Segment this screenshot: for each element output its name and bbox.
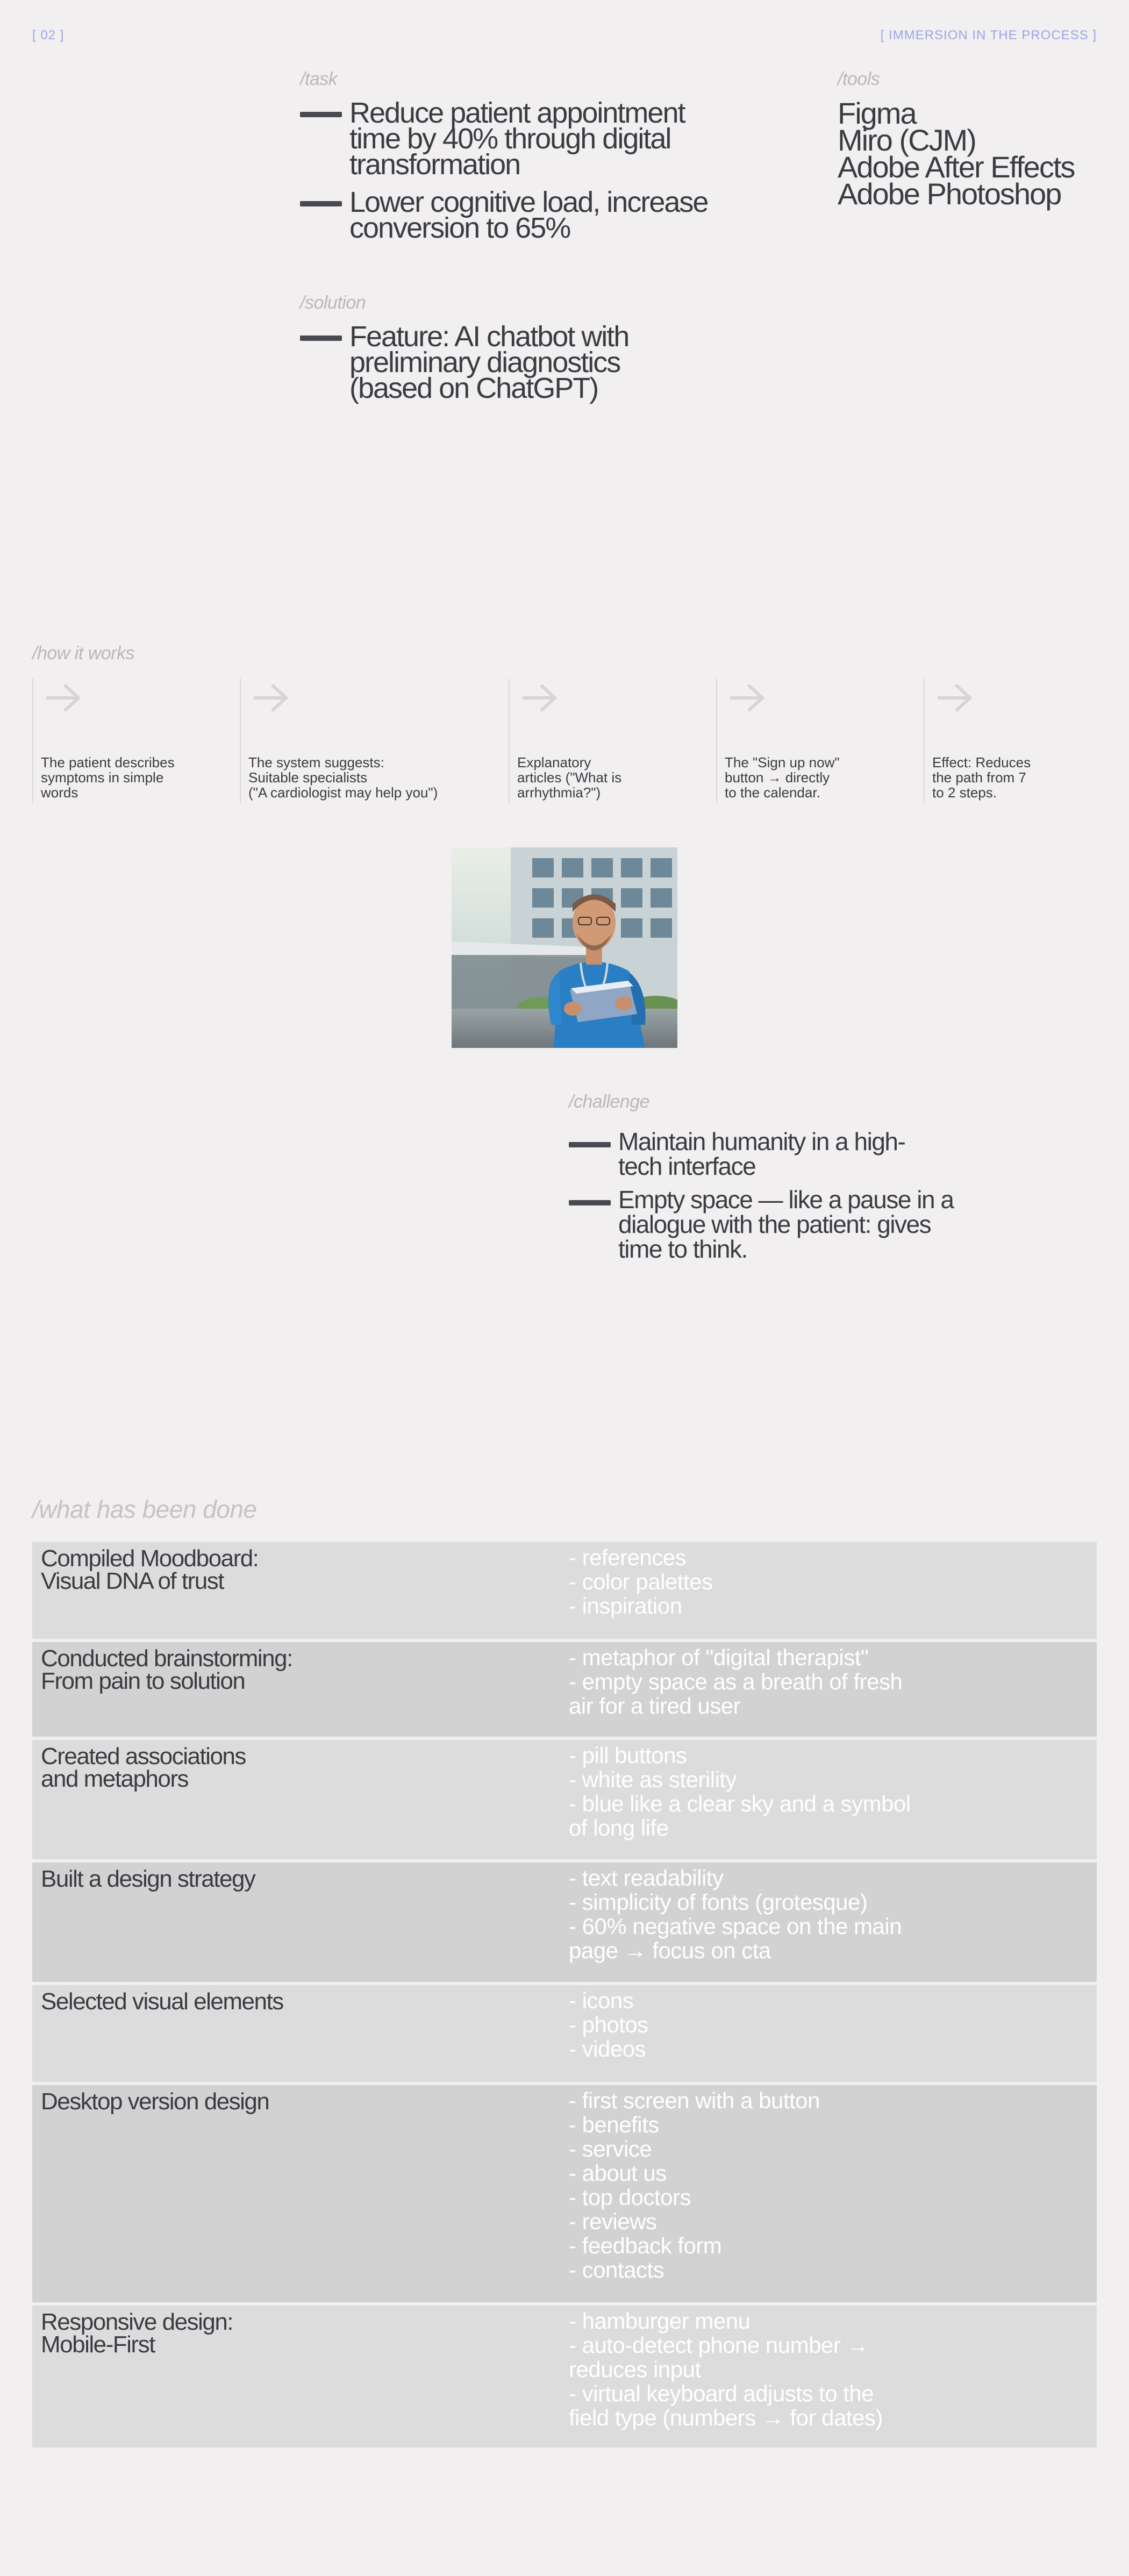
how-step-text: The patient describes symptoms in simple words: [41, 754, 175, 801]
done-row: [32, 1642, 1097, 1737]
done-row-title: Responsive design: Mobile-First: [41, 2309, 233, 2358]
done-row: [32, 1542, 1097, 1639]
task-item: [300, 97, 685, 181]
bullet-bar: [569, 1142, 611, 1147]
done-row-details: - text readability - simplicity of fonts (grotesque) - 60% negative space on the main page → focus on cta: [569, 1865, 902, 1963]
how-step: [240, 679, 438, 803]
done-row-details: - references - color palettes - inspiration: [569, 1545, 713, 1618]
bullet-bar: [569, 1200, 611, 1205]
tool-item: Adobe After Effects: [838, 150, 1075, 184]
done-row: [32, 1863, 1097, 1982]
challenge-item-text: Maintain humanity in a high- tech interface: [618, 1128, 905, 1180]
solution-item-text: Feature: AI chatbot with preliminary diagnostics (based on ChatGPT): [349, 320, 629, 404]
how-step-text: Effect: Reduces the path from 7 to 2 steps.: [932, 754, 1031, 801]
done-row-details: - metaphor of "digital therapist" - empty space as a breath of fresh air for a tired user: [569, 1645, 903, 1718]
arrow-right-icon: [252, 682, 290, 714]
done-row-title: Created associations and metaphors: [41, 1743, 246, 1792]
arrow-right-icon: [520, 682, 559, 714]
done-row-title: Conducted brainstorming: From pain to solution: [41, 1645, 292, 1694]
challenge-item: [569, 1187, 953, 1261]
task-item-text: Reduce patient appointment time by 40% through digital transformation: [349, 97, 685, 181]
bullet-bar: [300, 201, 342, 206]
how-step-text: The "Sign up now" button → directly to the calendar.: [725, 754, 840, 801]
done-row: [32, 1740, 1097, 1859]
doctor-photo: [452, 847, 677, 1048]
arrow-right-icon: [935, 682, 974, 714]
done-row-title: Desktop version design: [41, 2088, 269, 2115]
how-step: [509, 679, 622, 803]
tool-item: Miro (CJM): [838, 123, 976, 157]
how-step: [924, 679, 1031, 803]
challenge-label: /challenge: [569, 1091, 650, 1112]
done-row-title: Selected visual elements: [41, 1988, 283, 2015]
tools-label: /tools: [838, 69, 880, 89]
solution-label: /solution: [300, 292, 366, 313]
done-row: [32, 2306, 1097, 2447]
solution-item: [300, 320, 629, 404]
arrow-right-icon: [44, 682, 83, 714]
challenge-item-text: Empty space — like a pause in a dialogue with the patient: gives time to think.: [618, 1186, 954, 1263]
how-step-text: The system suggests: Suitable specialists ("A cardiologist may help you"): [248, 754, 438, 801]
task-label: /task: [300, 69, 338, 89]
done-row-details: - icons - photos - videos: [569, 1988, 648, 2061]
section-title: [ IMMERSION IN THE PROCESS ]: [880, 28, 1097, 42]
how-it-works-label: /how it works: [32, 643, 134, 663]
tool-item: Adobe Photoshop: [838, 177, 1061, 211]
done-row-title: Built a design strategy: [41, 1866, 255, 1892]
how-step: [716, 679, 840, 803]
done-row-details: - hamburger menu - auto-detect phone number → reduces input - virtual keyboard adjusts to the field type (numbers → for dates): [569, 2308, 883, 2430]
bullet-bar: [300, 336, 342, 341]
tool-item: Figma: [838, 96, 916, 130]
arrow-right-icon: [728, 682, 767, 714]
challenge-item: [569, 1129, 905, 1179]
done-row-title: Compiled Moodboard: Visual DNA of trust: [41, 1545, 259, 1594]
bullet-bar: [300, 112, 342, 117]
how-step-text: Explanatory articles ("What is arrhythmia?"): [517, 754, 622, 801]
tools-list: [838, 96, 1075, 211]
done-row-details: - pill buttons - white as sterility - blue like a clear sky and a symbol of long life: [569, 1743, 911, 1840]
page-number: [ 02 ]: [32, 28, 65, 42]
task-item-text: Lower cognitive load, increase conversion to 65%: [349, 186, 708, 244]
how-step: [32, 679, 175, 803]
done-row: [32, 2085, 1097, 2302]
done-row-details: - first screen with a button - benefits - service - about us - top doctors - reviews - feedback form - contacts: [569, 2088, 820, 2282]
done-row: [32, 1985, 1097, 2082]
task-item: [300, 186, 708, 244]
what-done-label: /what has been done: [32, 1495, 257, 1523]
